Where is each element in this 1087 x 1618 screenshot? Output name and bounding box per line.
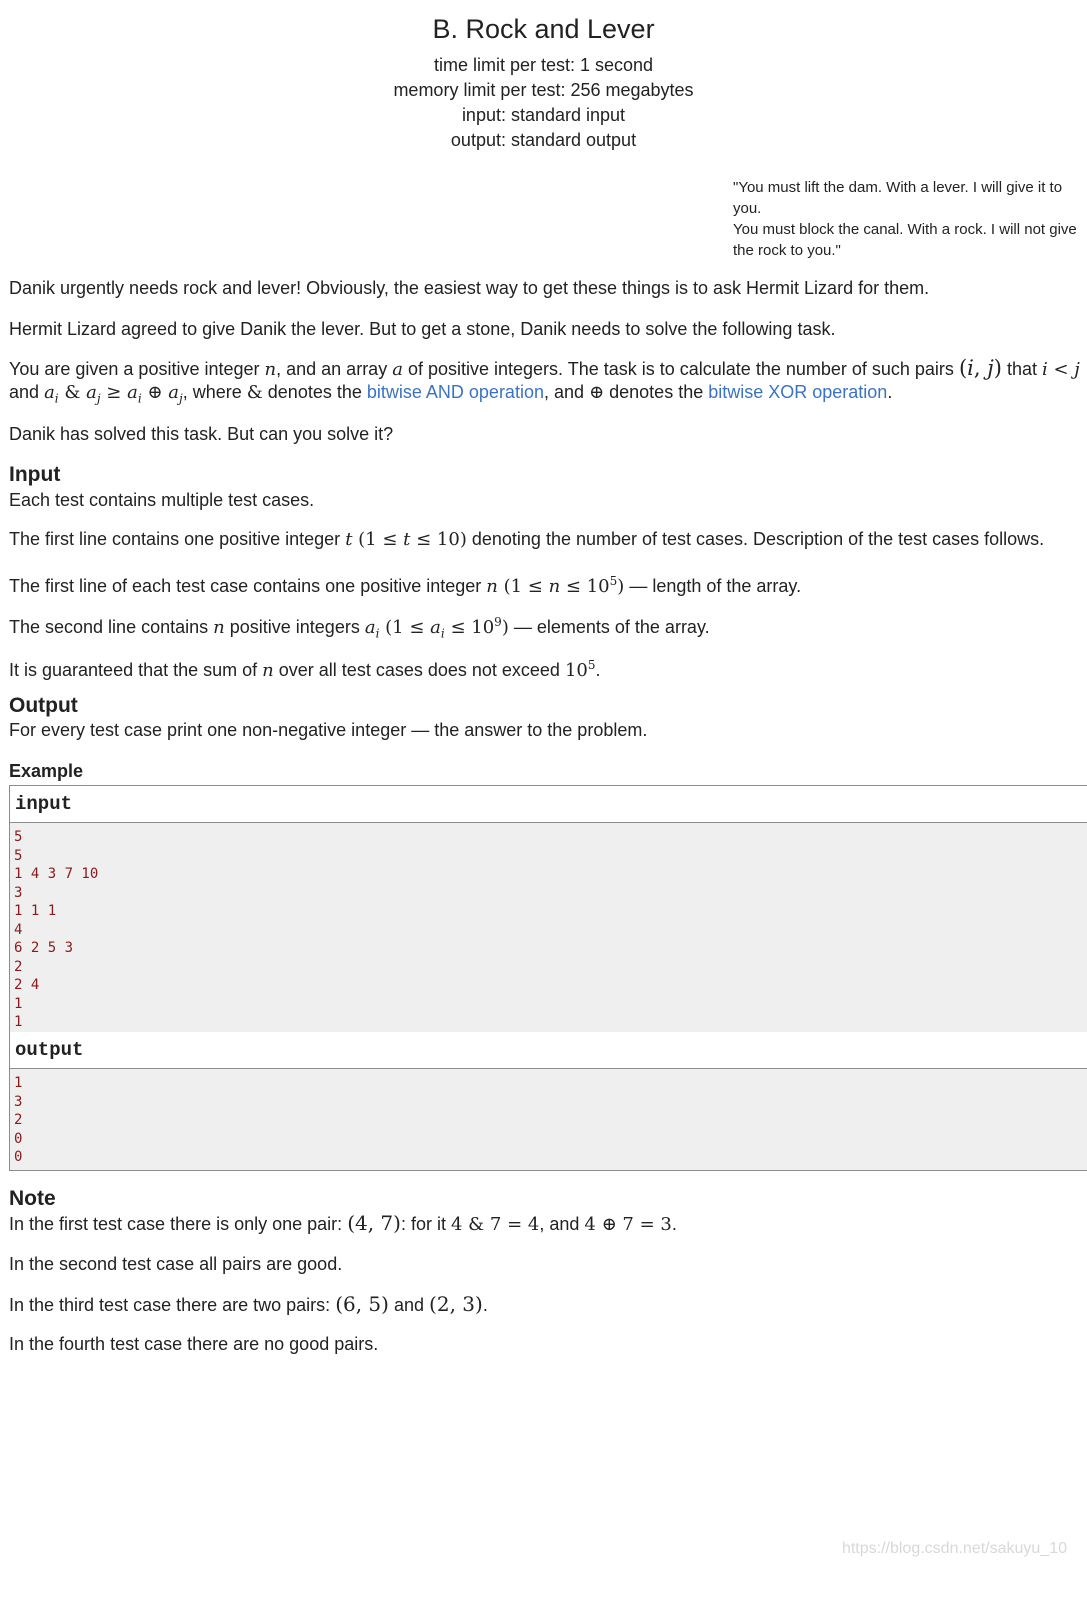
example-input-label: input	[10, 786, 1087, 823]
code-line: 3	[14, 1093, 23, 1110]
epigraph-line: "You must lift the dam. With a lever. I will give it to	[733, 179, 1063, 196]
code-line: 2 4	[14, 977, 40, 993]
math: a	[392, 359, 403, 380]
text: It is guaranteed that the sum of	[9, 660, 258, 680]
epigraph-line: you.	[733, 200, 762, 217]
text: positive integers	[229, 617, 360, 637]
input-file: input: standard input	[461, 105, 626, 125]
text: , where	[182, 382, 242, 402]
legend-paragraph: Danik has solved this task. But can you solve it?	[9, 424, 394, 444]
code-line: 4	[14, 921, 23, 938]
problem-header	[0, 13, 1087, 153]
code-line: 1	[14, 995, 23, 1012]
example-output-box	[9, 1032, 1087, 1171]
time-limit: time limit per test: 1 second	[433, 55, 654, 75]
example-input-box	[9, 785, 1087, 1036]
code-line: 3	[14, 884, 23, 901]
text: .	[671, 1214, 677, 1234]
text: , and an array	[276, 359, 388, 379]
math: n	[264, 359, 277, 380]
code-line: 2	[14, 1112, 23, 1128]
math: $a_i$ $(1 \le a_i \le 10^9)$	[364, 615, 509, 641]
text: that	[1006, 359, 1037, 379]
epigraph	[733, 177, 1085, 261]
text: : for it	[400, 1214, 446, 1234]
note-paragraph: In the fourth test case there are no good pairs.	[9, 1334, 379, 1354]
legend-paragraph	[9, 356, 1080, 382]
input-paragraph	[9, 653, 601, 683]
output-section-title: Output	[9, 694, 78, 717]
code-line: 1	[14, 1075, 23, 1091]
input-paragraph	[9, 569, 801, 599]
text: denotes the	[609, 382, 704, 402]
text: and	[393, 1295, 425, 1315]
text: You are given a positive integer	[9, 359, 260, 379]
bitwise-and-link[interactable]: bitwise AND operation	[366, 382, 544, 402]
code-line: 2	[14, 958, 23, 975]
code-line: 6 2 5 3	[14, 940, 74, 956]
example-output-label: output	[10, 1032, 1087, 1069]
text: .	[482, 1295, 488, 1315]
code-line: 1 1 1	[14, 903, 57, 919]
math: 4 & 7 = 4	[451, 1214, 540, 1235]
example-output-content[interactable]	[10, 1069, 1087, 1170]
text: denotes the	[267, 382, 362, 402]
math: (i, j)	[958, 356, 1002, 380]
example-title: Example	[9, 761, 84, 781]
math: $10^5$	[564, 658, 596, 681]
code-line: 1	[14, 1014, 23, 1030]
example-input-content[interactable]	[10, 823, 1087, 1035]
epigraph-line: the rock to you."	[733, 242, 841, 259]
note-section-title: Note	[9, 1187, 56, 1210]
code-line: 0	[14, 1130, 23, 1147]
math: i < j	[1042, 359, 1080, 380]
memory-limit: memory limit per test: 256 megabytes	[393, 80, 694, 100]
text: In the third test case there are two pairs:	[9, 1295, 331, 1315]
epigraph-line: You must block the canal. With a rock. I will not give	[733, 221, 1077, 238]
output-file: output: standard output	[450, 130, 637, 150]
text: In the first test case there is only one pair:	[9, 1214, 343, 1234]
text: over all test cases does not exceed	[278, 660, 560, 680]
text: The second line contains	[9, 617, 209, 637]
text: The first line contains one positive integer	[9, 529, 341, 549]
math: (6, 5)	[335, 1292, 389, 1316]
math: $a_i$ & $a_j \ge a_i$ ⊕ $a_j$	[44, 382, 183, 406]
problem-statement	[9, 0, 1087, 1354]
text: .	[595, 660, 601, 680]
note-paragraph: In the second test case all pairs are good.	[9, 1254, 343, 1274]
code-line: 5	[14, 829, 23, 845]
math: &	[246, 382, 263, 403]
note-paragraph	[9, 1211, 677, 1237]
math: (2, 3)	[429, 1292, 483, 1316]
text: denoting the number of test cases. Description of the test cases follows.	[471, 529, 1045, 549]
code-line: 1 4 3 7 10	[14, 866, 99, 882]
math: n $(1 \le n \le 10^5)$	[486, 574, 625, 597]
text: and	[9, 382, 40, 402]
text: , and	[539, 1214, 580, 1234]
math: t (1 ≤ t ≤ 10)	[345, 529, 467, 550]
input-section-title: Input	[9, 463, 61, 486]
note-paragraph	[9, 1292, 488, 1317]
text: of positive integers. The task is to calculate the number of such pairs	[407, 359, 954, 379]
legend-paragraph: Hermit Lizard agreed to give Danik the lever. But to get a stone, Danik needs to solve the following task.	[9, 319, 836, 339]
legend-paragraph: Danik urgently needs rock and lever! Obviously, the easiest way to get these things is to ask Hermit Lizard for them.	[9, 278, 930, 298]
input-paragraph	[9, 527, 1044, 552]
code-line: 0	[14, 1149, 23, 1165]
text: — length of the array.	[629, 576, 802, 596]
legend-paragraph	[9, 380, 892, 411]
output-paragraph: For every test case print one non-negative integer — the answer to the problem.	[9, 720, 648, 740]
math: 4 ⊕ 7 = 3	[584, 1214, 672, 1235]
problem-title: B. Rock and Lever	[432, 14, 655, 44]
text: .	[887, 382, 893, 402]
math: ⊕	[589, 382, 605, 403]
math: n	[213, 617, 225, 638]
input-paragraph: Each test contains multiple test cases.	[9, 490, 315, 510]
text: , and	[543, 382, 585, 402]
bitwise-xor-link[interactable]: bitwise XOR operation	[708, 382, 888, 402]
input-paragraph	[9, 610, 710, 646]
math: n	[262, 660, 274, 681]
text: — elements of the array.	[513, 617, 710, 637]
text: The first line of each test case contains one positive integer	[9, 576, 482, 596]
code-line: 5	[14, 847, 23, 864]
math: (4, 7)	[347, 1211, 401, 1235]
watermark: https://blog.csdn.net/sakuyu_10	[841, 1540, 1067, 1557]
